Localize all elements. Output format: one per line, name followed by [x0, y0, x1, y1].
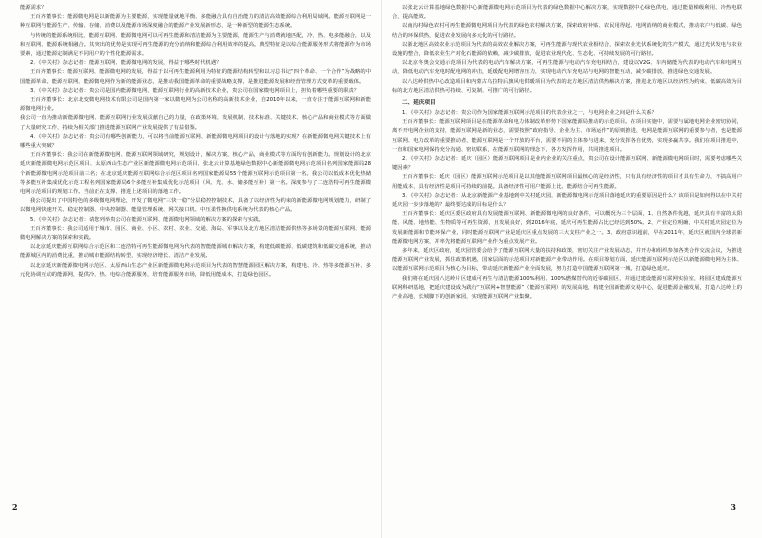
left-paragraph: 与传统的能源系统相比，能源互联网、能源微电网可以可再生能源和清洁能源为主要能源，能源生产与消费就地匹配，冷、热、电多能融合，以及和互联网、能源系统相融合。其突出的优势是实现可再生能源的充分消纳和能源综合利用效率的提高。典型特征是以综合能源服务形式将能源作为市场要素，通过能源定制满足不同用户的个性化能源需求。 — [20, 32, 371, 58]
left-paragraph: 5．《中关村》杂志记者：请您列举贵公司在能源互联网、能源微电网领域的解决方案的探索与实践。 — [30, 216, 264, 223]
left-paragraph: 王百齐董事长：能源微电网是以新能源为主要能源，实现能量就地平衡、多能融合具有自治能力的清洁高效能源综合利用局域网。能源互联网是一种互联网与能源生产、传输、存储、消费以及能源市场深度融合的能源产业发展新形态，是一种新型的能源生态系统。 — [20, 14, 371, 30]
right-paragraph: 以浙北地区高效农业示范项目为代表的高效农业解决方案，可再生能源与现代农业相结合，探索农业光伏系统化的生产模式，通过光伏发电与农业设施的整合，降低农业生产对化石能源的依赖，减少碳排放，促进农业现代化、生态化、可持续发展的可行路径。 — [392, 41, 742, 58]
left-paragraph: 王百齐董事长：我公司适用于城市、园区、商业、小区、农村、农业、交通、海岛、军事以及北方地区清洁能源供热等多场景的能源互联网、能源微电网解决方案的探索和实践。 — [20, 225, 371, 242]
left-paragraph: 以北京延庆能源互联网综合示范区和二连浩特可再生能源微电网为代表的智能能源城市解决方案，构建低碳能源、低碳建筑和低碳交通系统，推动能源城区内的消费比重，推动城市能源结构转型，实现经济增长、清洁产业发展。 — [20, 244, 371, 260]
right-paragraph: 以张北云计算基地绿色数据中心新能源微电网示范项目为代表的绿色数据中心解决方案，实现数据中心绿色供电，通过能量梯级利用、冷热电联合，提高能效。 — [392, 5, 742, 21]
left-page-number: 2 — [12, 502, 18, 512]
left-paragraph: 王百齐董事长：我公司在新能源微电网、能源互联网领域研究，规划设计，解决方案，核心产品，商业模式等方面均有创新能力。规划设计的北京延庆新能源微电网示范区项目、太原西山生态产业区新能源微电网示范项目、张北云计算基地绿色数据中心新能源微电网示范项目名列国家能源局28个新能源微电网示范项目前三名；在北京延庆能源互联网综合示范区项目名列国家能源局55个能源互联网示范项目第一名。我公司以低成本优化热储等多能互补集成优化示范工程名列国家能源局6个多能互补集成优化示范项目（风、光、水、储多能互补）第一名。深度参与了二连浩特可再生能源微电网示范项目的规划工作。当前正在支撑、推进上述项目的落地工作。 — [20, 152, 371, 196]
left-paragraph: 以北京延庆新能源微电网示范区、太原西山生态产业区新能源微电网示范项目为代表的智慧能源园区解决方案，构建电、冷、热等多能源互补、多元化协调互动的能源网，提供冷、热、电综合能源服务，培育能源服务市场，降低用能成本，打造绿色园区。 — [20, 262, 371, 278]
right-paragraph: 2．《中关村》杂志记者：延庆（园区）能源互联网项目是业内企业的关注重点，贵公司在设计能源互联网、新能源微电网项目时，需要考虑哪些关键因素？ — [392, 156, 742, 172]
right-paragraph: 3．《中关村》杂志记者：从北京新能源产业基地到中关村延庆园，新能源微电网示范项目落地延庆的重要原因是什么？该项目是如何得以在中关村延庆园一步步落地的？最终要达成的目标是什么？ — [392, 192, 742, 209]
right-paragraph: 以南沟村绿色农村可再生能源微电网项目为代表的绿色农村解决方案，探索政府补贴、农民用得起、电网消纳的商业模式，推动农户与低碳、绿色结合的环保供热，促进农业发展向多元化的可行路径。 — [392, 23, 742, 39]
right-paragraph: 王百齐董事长：延庆（园区）能源互联网示范项目是以其他能源互联网项目最核心的是经济性，只有具有经济性的项目才具有生命力，不搞高用户用能成本，具有经济性是项目可持续的前提。具备经济性可用户能源上比、能源结合可再生能源。 — [392, 174, 742, 190]
right-paragraph: 王百齐董事长：延庆区委区政府具有发展能源互联网、新能源微电网的良好条件，可以概况为三个层面，1、自然条件优越，延庆具有丰富的太阳能、风能、地热能、生物质等可再生资源，且发展良好，到2016年底，延庆可再生能源占比已经达到50%。2、产业定位明确，中关村延庆园定位为发展新能源和节能环保产业，同时能源互联网产业是延庆区重点发展的三大支柱产业之一。3、政府意识超前，早在2011年，延庆区就国内全球甚新能源微电网方案，并率先将能源互联网产业作为重点发展产业。 — [392, 211, 742, 245]
left-page-text-column — [20, 4, 371, 492]
left-paragraph: 2．《中关村》杂志记者：能源互联网、能源微电网的发展，得益于哪些时代机遇？ — [30, 60, 222, 67]
right-page-text-column — [392, 4, 742, 492]
right-paragraph: 多年来，延庆区政府，延庆园管委会给予了能源互联网大量的扶持和政策，密切关注产业发展动态，并开办和组织参加各类合作交流会议，为推进能源互联网产业发展，抓住政策机遇，国家层面的示范项目对新能源产业带动作用。在项目筹划方面，延庆能源互联网示范区以新能源微电网为主体、以能源互联网示范项目为核心为目标，带动延庆新能源产业全面发展，努力打造中国能源互联网第一城，打造绿色延庆。 — [392, 248, 742, 273]
left-paragraph: 3．《中关村》杂志记者：贵公司是国内能源微电网、能源互联网行业的高新技术企业，贵公司在国家微电网项目上，担负着哪些重要的职责？ — [30, 87, 360, 94]
left-paragraph: 能源需求？ — [20, 5, 47, 11]
section-heading: 二、延庆项目 — [402, 100, 436, 107]
left-paragraph: 王百齐董事长：能源互联网、能源微电网的发展，得益于以可再生能源利用为特征的能源结构转型和以习总书记“四个革命、一个合作”为战略的中国能源革命。能源互联网、能源微电网作为新的能源业态，是推动我国能源革命的重要战略支撑，是推进能源发展和经营管理方式变革的重要载体。 — [20, 69, 371, 85]
right-page — [381, 0, 762, 538]
left-paragraph: 我公司提出了中国特色的多级微电网理论，开发了微电网“三快一稳”分层稳控控制技术，具备了以经济性为约束的新能源微电网规划能力，研制了以微电网快速开关、稳定控制器、中央控制器、能量管理系统、网关接口机、中压柔性换供电系统为代表的核心产品。 — [20, 198, 371, 214]
right-paragraph: 以北京冬奥会交通示范项目为代表的电动汽车解决方案，可再生能源与电动汽车充电相结合，建设以V2G、车内储能为代表的电动汽车和电网互动，降低电动汽车充电时配电网的冲击，延缓配电网增容压力，实现电动汽车充电站与电网的智能互动，减少碳排放，推进绿色交通发展。 — [392, 60, 742, 76]
right-paragraph: 王百齐董事长：能源互联网项目是在能源革命和电力体制改革形势下国家能源局推动的示范项目。在项目实施中，需要与属地电网企业密切协同，离不开电网企业的支持，能源互联网是新的业态，需要按照“政府指导、企业为主、市场运作”的原则推进，电网是能源互联网的重要参与者，也是能源互联网、电力改革的重要推动者，能源互联网是一个开放的平台，需要不同的主体参与进来，充分发挥各自优势，实现多赢共享。我们在项目推进中，一直和国家电网保持充分沟通、密切联系，在能源互联网的理念下，各方发挥作用，共同推进项目。 — [392, 119, 742, 153]
left-paragraph: 我公司一直为推动新能源微电网、能源互联网行业发展贡献自己的力量，在政策环境、发展机制、技术标准、关键技术、核心产品和商业模式等方面做了大量研究工作，持续为相关部门推进能源互联网产业发展提供了有益借鉴。 — [20, 115, 371, 131]
right-paragraph: 1．《中关村》杂志记者：贵公司作为国家能源互联网示范项目的代表企业之一，与电网企业之间是什么关系？ — [402, 110, 657, 117]
left-paragraph: 4．《中关村》杂志记者：贵公司有哪些创新能力，可以将当前能源互联网、新能源微电网项目的设计与落地的实现？在新能源微电网关键技术上有哪些重大突破？ — [20, 133, 371, 150]
right-paragraph: 我们将在延庆园八达岭片区建成可再生与清洁能源100%利用、100%燃煤替代的近零碳园区，并通过建设能源互联网实验室，将园区建成能源互联网科研基地，把延庆建设成为践行“互联网+智慧能源”（能源互联网）的发展高地，构建全国新能源交易中心，促进能源金融发展，打造八达岭上的产业高地，长城脚下的创新家园，实现能源互联网产业集聚。 — [392, 275, 742, 301]
right-page-number: 3 — [730, 502, 736, 512]
right-paragraph: 以八达岭供热中心改造项目和内蒙古乌拉特后旗风电供暖项目为代表的北方地区清洁供热解决方案，推进北方地区以经济性为约束、低碳高效为目标的北方地区清洁供热可持续、可复制、可推广的可行路径。 — [392, 78, 742, 94]
left-paragraph: 王百齐董事长：北京北变微电网技术有限公司是国内第一家以微电网为公司名称的高新技术企业，自2010年以来，一直专注于能源互联网和新能源微电网行业。 — [20, 97, 371, 113]
